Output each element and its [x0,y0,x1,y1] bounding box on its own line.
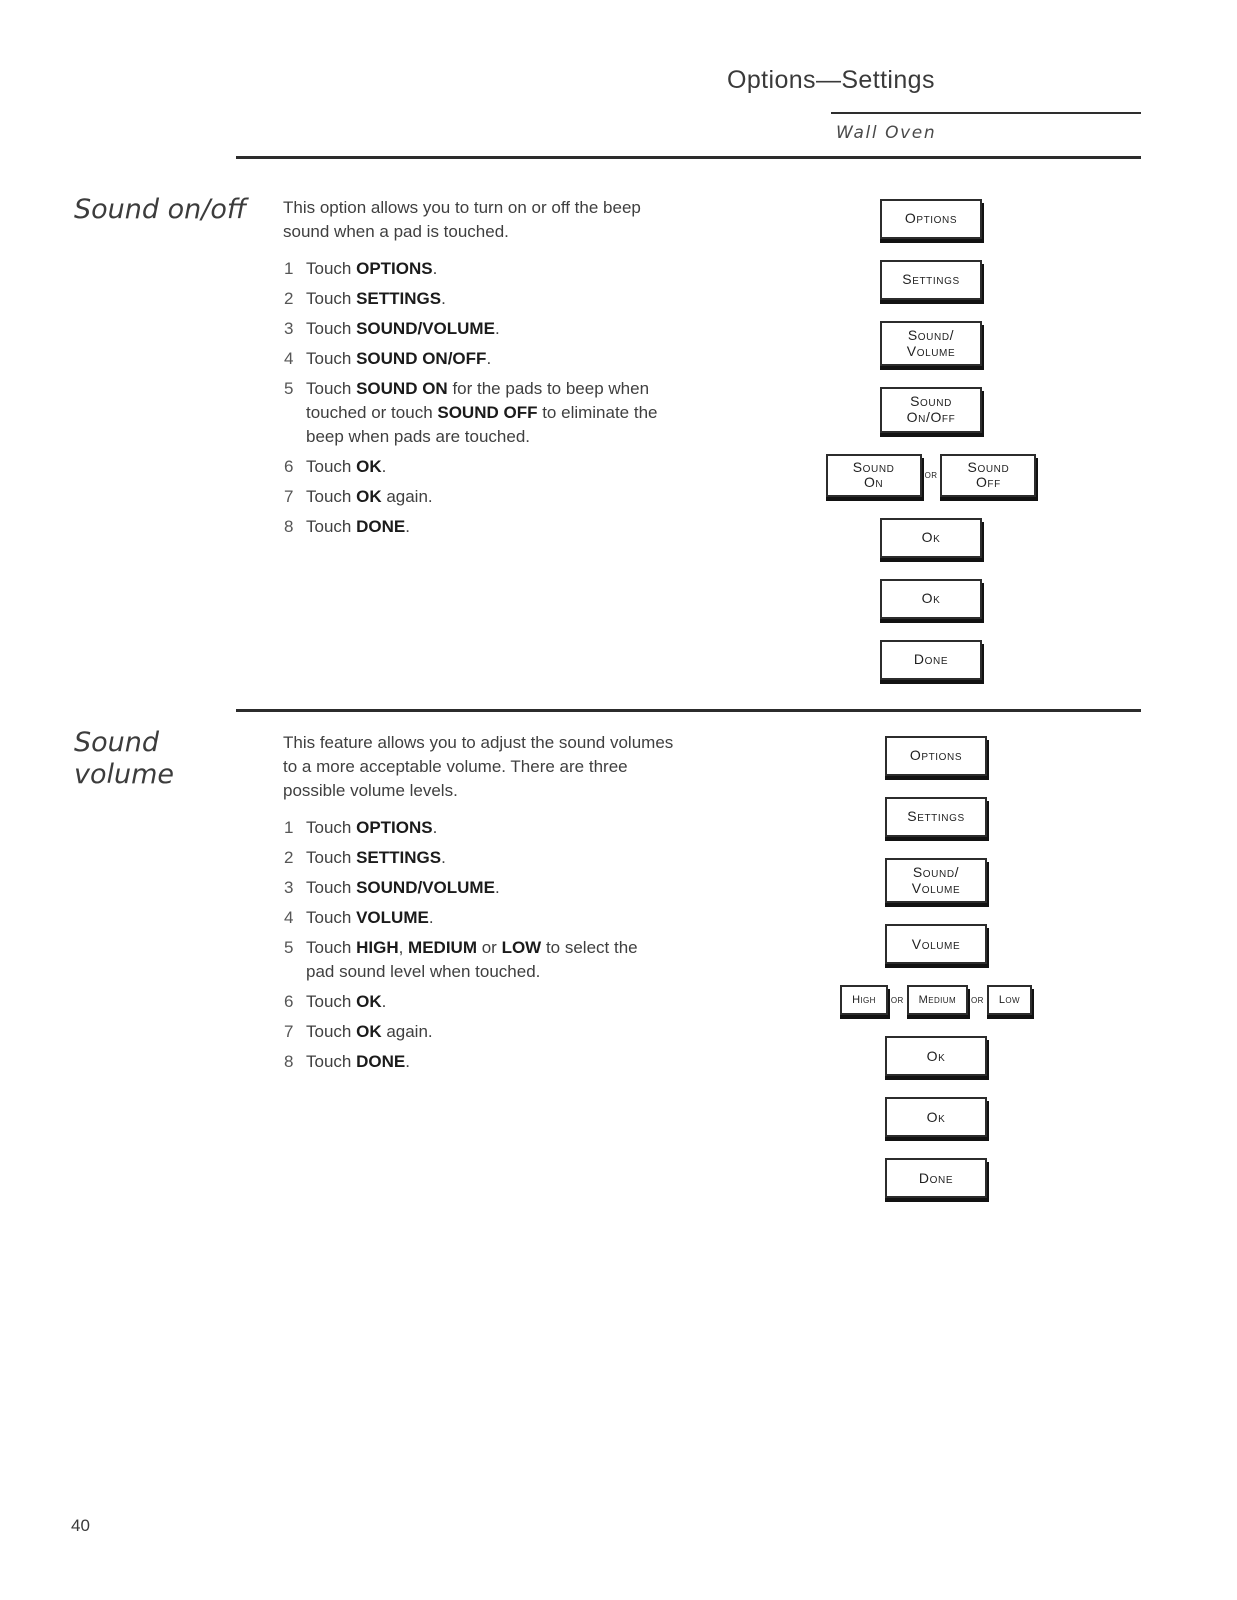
sound-off-pad [940,454,1036,497]
step-text: Touch SETTINGS. [306,289,446,308]
pad-label: Sound/ [912,864,960,880]
settings-pad [880,260,982,300]
step-text: Touch SETTINGS. [306,848,446,867]
step-item [283,347,670,371]
medium-pad [907,985,968,1015]
step-number: 3 [284,878,294,897]
pad-label: Medium [918,994,957,1007]
step-number: 7 [284,487,294,506]
or-label: or [890,994,904,1007]
step-number: 6 [284,992,294,1011]
step-text: Touch OK. [306,457,387,476]
page-title: Options—Settings [727,66,935,94]
pad-label: Options [909,747,963,764]
section1-pad-column [815,199,1047,680]
step-number: 2 [284,289,294,308]
step-text: Touch SOUND ON for the pads to beep when touched or touch SOUND OFF to eliminate the beep when pads are touched. [306,379,658,446]
step-item [283,876,670,900]
sound-on-pad [826,454,922,497]
section-heading-sound-volume: Sound volume [74,727,175,790]
options-pad [880,199,982,239]
section1-steps [283,257,688,539]
step-number: 4 [284,908,294,927]
pad-label: Done [918,1169,954,1186]
pad-label: Settings [902,271,960,288]
step-number: 7 [284,1022,294,1041]
pad-label: Volume [911,879,961,896]
step-text: Touch OPTIONS. [306,818,438,837]
step-text: Touch HIGH, MEDIUM or LOW to select the pad sound level when touched. [306,938,638,981]
step-item [283,485,670,509]
page-number: 40 [71,1516,90,1535]
sound-on-or-off-row [826,454,1037,497]
sound-volume-pad [885,858,987,903]
ok-pad [885,1036,987,1076]
or-label: or [924,469,938,482]
volume-pad [885,924,987,964]
step-text: Touch DONE. [306,1052,410,1071]
step-item [283,906,670,930]
section2-intro: This feature allows you to adjust the sound volumes to a more acceptable volume. There are three possible volume levels. [283,733,674,800]
step-number: 8 [284,517,294,536]
pad-label: Sound [852,458,895,475]
pad-label: On [863,474,884,491]
step-text: Touch OK again. [306,487,433,506]
step-number: 2 [284,848,294,867]
step-text: Touch OK. [306,992,387,1011]
step-number: 1 [284,818,294,837]
options-pad [885,736,987,776]
section-divider [236,156,1141,159]
settings-pad [885,797,987,837]
step-item [283,846,670,870]
step-item [283,455,670,479]
pad-label: Off [975,474,1001,491]
step-text: Touch OPTIONS. [306,259,438,278]
step-item [283,1050,670,1074]
step-item [283,1020,670,1044]
section-heading-sound-on-off: Sound on/off [74,194,247,225]
pad-label: Settings [907,808,965,825]
page-subtitle: Wall Oven [836,123,937,143]
section-divider [236,709,1141,712]
low-pad [987,985,1032,1015]
section1-intro: This option allows you to turn on or off the beep sound when a pad is touched. [283,198,641,241]
sound-volume-pad [880,321,982,366]
pad-label: Sound [967,458,1010,475]
pad-label: Ok [926,1108,946,1125]
done-pad [885,1158,987,1198]
step-text: Touch VOLUME. [306,908,434,927]
step-item [283,257,670,281]
pad-label: Sound/ [907,327,955,343]
step-number: 3 [284,319,294,338]
pad-label: Ok [921,590,941,607]
step-item [283,377,670,449]
step-item [283,990,670,1014]
or-label: or [971,994,984,1007]
step-text: Touch OK again. [306,1022,433,1041]
section1-text-column [283,196,688,545]
step-item [283,515,670,539]
step-text: Touch SOUND/VOLUME. [306,878,500,897]
pad-label: Low [998,994,1020,1007]
step-number: 6 [284,457,294,476]
step-item [283,936,670,984]
step-number: 8 [284,1052,294,1071]
pad-label: Ok [926,1047,946,1064]
pad-label: Done [913,651,949,668]
step-item [283,317,670,341]
step-text: Touch SOUND/VOLUME. [306,319,500,338]
step-number: 4 [284,349,294,368]
pad-label: Ok [921,529,941,546]
step-text: Touch SOUND ON/OFF. [306,349,492,368]
section2-pad-column [815,736,1057,1198]
step-number: 1 [284,259,294,278]
step-item [283,287,670,311]
pad-label: Volume [906,342,956,359]
sound-on-off-pad [880,387,982,432]
header-rule [831,112,1141,114]
step-number: 5 [284,379,294,398]
pad-label: Volume [911,935,961,952]
step-number: 5 [284,938,294,957]
pad-label: Options [904,210,958,227]
high-medium-low-row [840,985,1032,1015]
ok-pad [880,518,982,558]
ok-pad [880,579,982,619]
high-pad [840,985,888,1015]
section2-text-column [283,731,688,1080]
pad-label: High [852,994,876,1007]
step-text: Touch DONE. [306,517,410,536]
step-item [283,816,670,840]
ok-pad [885,1097,987,1137]
pad-label: On/Off [906,409,956,426]
section2-steps [283,816,688,1074]
done-pad [880,640,982,680]
pad-label: Sound [910,393,952,410]
